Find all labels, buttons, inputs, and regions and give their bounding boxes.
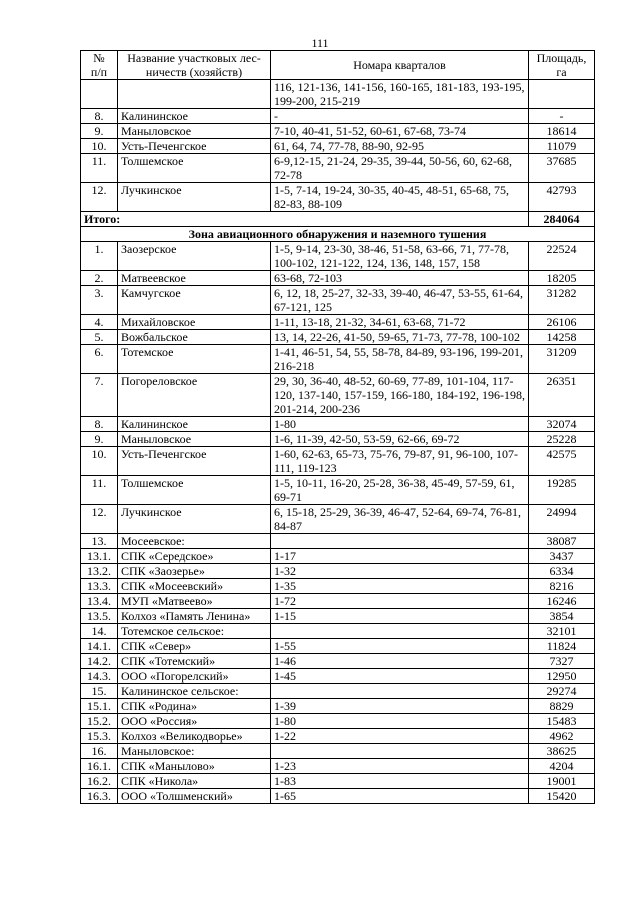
row-number: 3. <box>81 286 118 315</box>
row-area: 42793 <box>529 183 595 212</box>
row-name: Маныловское: <box>118 744 271 759</box>
row-name <box>118 80 271 109</box>
table-row <box>81 714 595 729</box>
row-area: 11824 <box>529 639 595 654</box>
row-quarters: 1-5, 9-14, 23-30, 38-46, 51-58, 63-66, 71, 77-78, 100-102, 121-122, 124, 136, 148, 157, 158 <box>271 242 529 271</box>
table-row <box>81 432 595 447</box>
row-quarters: 1-83 <box>271 774 529 789</box>
table-row <box>81 774 595 789</box>
header-quarters: Номара кварталов <box>271 51 529 80</box>
row-quarters: 1-5, 7-14, 19-24, 30-35, 40-45, 48-51, 65-68, 75, 82-83, 88-109 <box>271 183 529 212</box>
table-row <box>81 271 595 286</box>
row-area: 6334 <box>529 564 595 579</box>
row-area: 7327 <box>529 654 595 669</box>
row-number: 15.3. <box>81 729 118 744</box>
row-name: Матвеевское <box>118 271 271 286</box>
row-name: МУП «Матвеево» <box>118 594 271 609</box>
row-name: Колхоз «Великодворье» <box>118 729 271 744</box>
row-name: Усть-Печенгское <box>118 447 271 476</box>
row-name: Вожбальское <box>118 330 271 345</box>
row-name: Маныловское <box>118 432 271 447</box>
row-name: Калининское <box>118 109 271 124</box>
row-name: ООО «Погорелский» <box>118 669 271 684</box>
row-number: 10. <box>81 139 118 154</box>
header-area: Площадь, га <box>529 51 595 80</box>
row-number: 8. <box>81 417 118 432</box>
row-number: 14.3. <box>81 669 118 684</box>
row-name: Лучкинское <box>118 505 271 534</box>
row-number: 12. <box>81 505 118 534</box>
row-quarters: 1-80 <box>271 714 529 729</box>
row-name: Лучкинское <box>118 183 271 212</box>
row-quarters: 1-80 <box>271 417 529 432</box>
table-row <box>81 609 595 624</box>
row-name: Камчугское <box>118 286 271 315</box>
section-row <box>81 227 595 242</box>
row-quarters: 1-60, 62-63, 65-73, 75-76, 79-87, 91, 96-100, 107-111, 119-123 <box>271 447 529 476</box>
table-row <box>81 154 595 183</box>
row-area: 32074 <box>529 417 595 432</box>
row-quarters: 1-55 <box>271 639 529 654</box>
row-quarters: 1-6, 11-39, 42-50, 53-59, 62-66, 69-72 <box>271 432 529 447</box>
table-row <box>81 789 595 804</box>
table-header-row <box>81 51 595 80</box>
row-area: 26106 <box>529 315 595 330</box>
table-row <box>81 624 595 639</box>
row-quarters: 1-65 <box>271 789 529 804</box>
row-area: 15420 <box>529 789 595 804</box>
row-quarters: 1-72 <box>271 594 529 609</box>
table-row <box>81 744 595 759</box>
row-quarters: 6, 12, 18, 25-27, 32-33, 39-40, 46-47, 53-55, 61-64, 67-121, 125 <box>271 286 529 315</box>
row-number: 13.1. <box>81 549 118 564</box>
table-row <box>81 669 595 684</box>
page-number: 111 <box>311 36 329 50</box>
row-name: Мосеевское: <box>118 534 271 549</box>
table-row <box>81 124 595 139</box>
row-number: 9. <box>81 124 118 139</box>
row-quarters: 61, 64, 74, 77-78, 88-90, 92-95 <box>271 139 529 154</box>
row-area: 18614 <box>529 124 595 139</box>
row-number: 16.3. <box>81 789 118 804</box>
row-area: 12950 <box>529 669 595 684</box>
row-area: 8829 <box>529 699 595 714</box>
row-quarters <box>271 534 529 549</box>
table-row <box>81 564 595 579</box>
row-number: 13.3. <box>81 579 118 594</box>
row-name: СПК «Родина» <box>118 699 271 714</box>
header-name: Название участковых лес- ничеств (хозяйств) <box>118 51 271 80</box>
row-number: 14.1. <box>81 639 118 654</box>
table-row <box>81 699 595 714</box>
row-quarters: 63-68, 72-103 <box>271 271 529 286</box>
row-number: 1. <box>81 242 118 271</box>
row-number: 5. <box>81 330 118 345</box>
row-number: 2. <box>81 271 118 286</box>
row-area: 37685 <box>529 154 595 183</box>
row-name: ООО «Россия» <box>118 714 271 729</box>
row-number: 13.5. <box>81 609 118 624</box>
section-title: Зона авиационного обнаружения и наземного тушения <box>81 227 595 242</box>
total-area: 284064 <box>529 212 595 227</box>
row-name: СПК «Мосеевский» <box>118 579 271 594</box>
row-area: 22524 <box>529 242 595 271</box>
row-area: 31209 <box>529 345 595 374</box>
row-area: 4962 <box>529 729 595 744</box>
table-row <box>81 534 595 549</box>
row-name: СПК «Тотемский» <box>118 654 271 669</box>
row-number: 13. <box>81 534 118 549</box>
row-name: Михайловское <box>118 315 271 330</box>
row-name: Усть-Печенгское <box>118 139 271 154</box>
row-quarters: 1-46 <box>271 654 529 669</box>
row-number: 14. <box>81 624 118 639</box>
row-area: 19001 <box>529 774 595 789</box>
row-area: 42575 <box>529 447 595 476</box>
row-area <box>529 80 595 109</box>
row-name: Тотемское <box>118 345 271 374</box>
row-area: 38625 <box>529 744 595 759</box>
row-number: 14.2. <box>81 654 118 669</box>
row-number: 15. <box>81 684 118 699</box>
row-area: 38087 <box>529 534 595 549</box>
row-number: 9. <box>81 432 118 447</box>
row-number: 16.2. <box>81 774 118 789</box>
row-quarters: 1-41, 46-51, 54, 55, 58-78, 84-89, 93-196, 199-201, 216-218 <box>271 345 529 374</box>
row-area: 29274 <box>529 684 595 699</box>
row-area: 14258 <box>529 330 595 345</box>
row-name: Маныловское <box>118 124 271 139</box>
header-number: № п/п <box>81 51 118 80</box>
table-row <box>81 242 595 271</box>
total-label: Итого: <box>81 212 529 227</box>
row-quarters: 116, 121-136, 141-156, 160-165, 181-183, 193-195, 199-200, 215-219 <box>271 80 529 109</box>
row-number: 4. <box>81 315 118 330</box>
table-row <box>81 286 595 315</box>
forestry-table <box>80 50 595 804</box>
row-number: 13.2. <box>81 564 118 579</box>
table-row <box>81 684 595 699</box>
row-quarters: 1-5, 10-11, 16-20, 25-28, 36-38, 45-49, 57-59, 61, 69-71 <box>271 476 529 505</box>
row-quarters: 1-23 <box>271 759 529 774</box>
row-number: 8. <box>81 109 118 124</box>
row-quarters: 29, 30, 36-40, 48-52, 60-69, 77-89, 101-104, 117-120, 137-140, 157-159, 166-180, 184-192, 196-198, 201-214, 200-236 <box>271 374 529 417</box>
row-number: 11. <box>81 476 118 505</box>
table-row <box>81 447 595 476</box>
row-name: Толшемское <box>118 154 271 183</box>
table-row <box>81 729 595 744</box>
row-quarters <box>271 744 529 759</box>
table-row <box>81 549 595 564</box>
table-row <box>81 139 595 154</box>
row-number: 15.1. <box>81 699 118 714</box>
row-quarters: 1-45 <box>271 669 529 684</box>
table-row <box>81 109 595 124</box>
table-row <box>81 505 595 534</box>
row-quarters: 1-11, 13-18, 21-32, 34-61, 63-68, 71-72 <box>271 315 529 330</box>
row-number: 10. <box>81 447 118 476</box>
row-quarters <box>271 684 529 699</box>
row-area: 16246 <box>529 594 595 609</box>
row-number: 16.1. <box>81 759 118 774</box>
table-row <box>81 417 595 432</box>
row-quarters: 1-17 <box>271 549 529 564</box>
row-name: Погореловское <box>118 374 271 417</box>
row-quarters: - <box>271 109 529 124</box>
row-area: 25228 <box>529 432 595 447</box>
row-area: 19285 <box>529 476 595 505</box>
row-name: СПК «Заозерье» <box>118 564 271 579</box>
row-number: 6. <box>81 345 118 374</box>
row-quarters: 6-9,12-15, 21-24, 29-35, 39-44, 50-56, 60, 62-68, 72-78 <box>271 154 529 183</box>
row-name: Толшемское <box>118 476 271 505</box>
row-number <box>81 80 118 109</box>
row-area: - <box>529 109 595 124</box>
row-area: 15483 <box>529 714 595 729</box>
continuation-row <box>81 80 595 109</box>
table-row <box>81 654 595 669</box>
table-row <box>81 594 595 609</box>
row-number: 13.4. <box>81 594 118 609</box>
row-name: СПК «Никола» <box>118 774 271 789</box>
row-area: 3854 <box>529 609 595 624</box>
table-row <box>81 639 595 654</box>
row-quarters <box>271 624 529 639</box>
row-name: Калининское <box>118 417 271 432</box>
row-area: 26351 <box>529 374 595 417</box>
table-row <box>81 330 595 345</box>
row-name: Заозерское <box>118 242 271 271</box>
row-number: 11. <box>81 154 118 183</box>
table-row <box>81 579 595 594</box>
row-quarters: 13, 14, 22-26, 41-50, 59-65, 71-73, 77-78, 100-102 <box>271 330 529 345</box>
row-name: Колхоз «Память Ленина» <box>118 609 271 624</box>
row-number: 16. <box>81 744 118 759</box>
row-number: 7. <box>81 374 118 417</box>
row-area: 18205 <box>529 271 595 286</box>
row-quarters: 1-39 <box>271 699 529 714</box>
row-area: 11079 <box>529 139 595 154</box>
row-area: 31282 <box>529 286 595 315</box>
row-quarters: 6, 15-18, 25-29, 36-39, 46-47, 52-64, 69-74, 76-81, 84-87 <box>271 505 529 534</box>
table-row <box>81 476 595 505</box>
row-name: Калининское сельское: <box>118 684 271 699</box>
row-quarters: 1-22 <box>271 729 529 744</box>
row-area: 32101 <box>529 624 595 639</box>
row-name: Тотемское сельское: <box>118 624 271 639</box>
row-quarters: 1-32 <box>271 564 529 579</box>
row-area: 24994 <box>529 505 595 534</box>
row-name: СПК «Манылово» <box>118 759 271 774</box>
row-number: 12. <box>81 183 118 212</box>
table-row <box>81 183 595 212</box>
row-area: 4204 <box>529 759 595 774</box>
row-number: 15.2. <box>81 714 118 729</box>
table-row <box>81 374 595 417</box>
row-area: 3437 <box>529 549 595 564</box>
table-row <box>81 759 595 774</box>
row-quarters: 7-10, 40-41, 51-52, 60-61, 67-68, 73-74 <box>271 124 529 139</box>
row-name: СПК «Север» <box>118 639 271 654</box>
row-quarters: 1-35 <box>271 579 529 594</box>
table-row <box>81 345 595 374</box>
row-quarters: 1-15 <box>271 609 529 624</box>
table-row <box>81 315 595 330</box>
total-row <box>81 212 595 227</box>
row-name: СПК «Середское» <box>118 549 271 564</box>
row-name: ООО «Толшменский» <box>118 789 271 804</box>
row-area: 8216 <box>529 579 595 594</box>
